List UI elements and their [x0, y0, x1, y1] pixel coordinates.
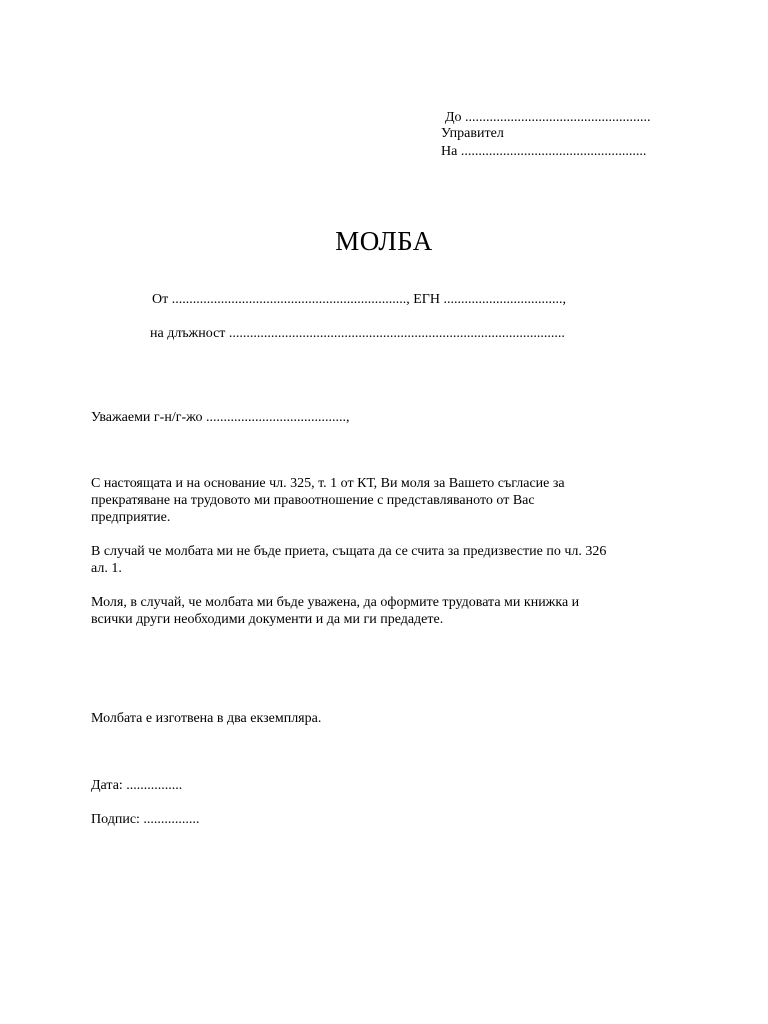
paragraph-line: всички други необходими документи и да ми ги предадете. — [91, 612, 444, 627]
recipient-role: Управител — [441, 126, 504, 141]
copies-note: Молбата е изготвена в два екземпляра. — [91, 711, 322, 726]
applicant-from-line: От ..................................................................., ЕГН .................................., — [152, 292, 566, 307]
paragraph-line: ал. 1. — [91, 561, 122, 576]
paragraph-line: предприятие. — [91, 510, 171, 525]
document-title: МОЛБА — [335, 226, 433, 256]
recipient-to-line: До ..................................................... — [445, 110, 651, 125]
signature-field-line: Подпис: ................ — [91, 812, 200, 827]
paragraph-line: прекратяване на трудовото ми правоотношение с представляваното от Вас — [91, 493, 535, 508]
recipient-company-line: На ..................................................... — [441, 144, 647, 159]
salutation: Уважаеми г-н/г-жо ........................................, — [91, 410, 350, 425]
paragraph-line: С настоящата и на основание чл. 325, т. 1 от КТ, Ви моля за Вашето съгласие за — [91, 476, 565, 491]
date-field-line: Дата: ................ — [91, 778, 183, 793]
applicant-position-line: на длъжност ................................................................................................ — [150, 326, 565, 341]
paragraph-line: Моля, в случай, че молбата ми бъде уважена, да оформите трудовата ми книжка и — [91, 595, 580, 610]
paragraph-line: В случай че молбата ми не бъде приета, същата да се счита за предизвестие по чл. 326 — [91, 544, 607, 559]
